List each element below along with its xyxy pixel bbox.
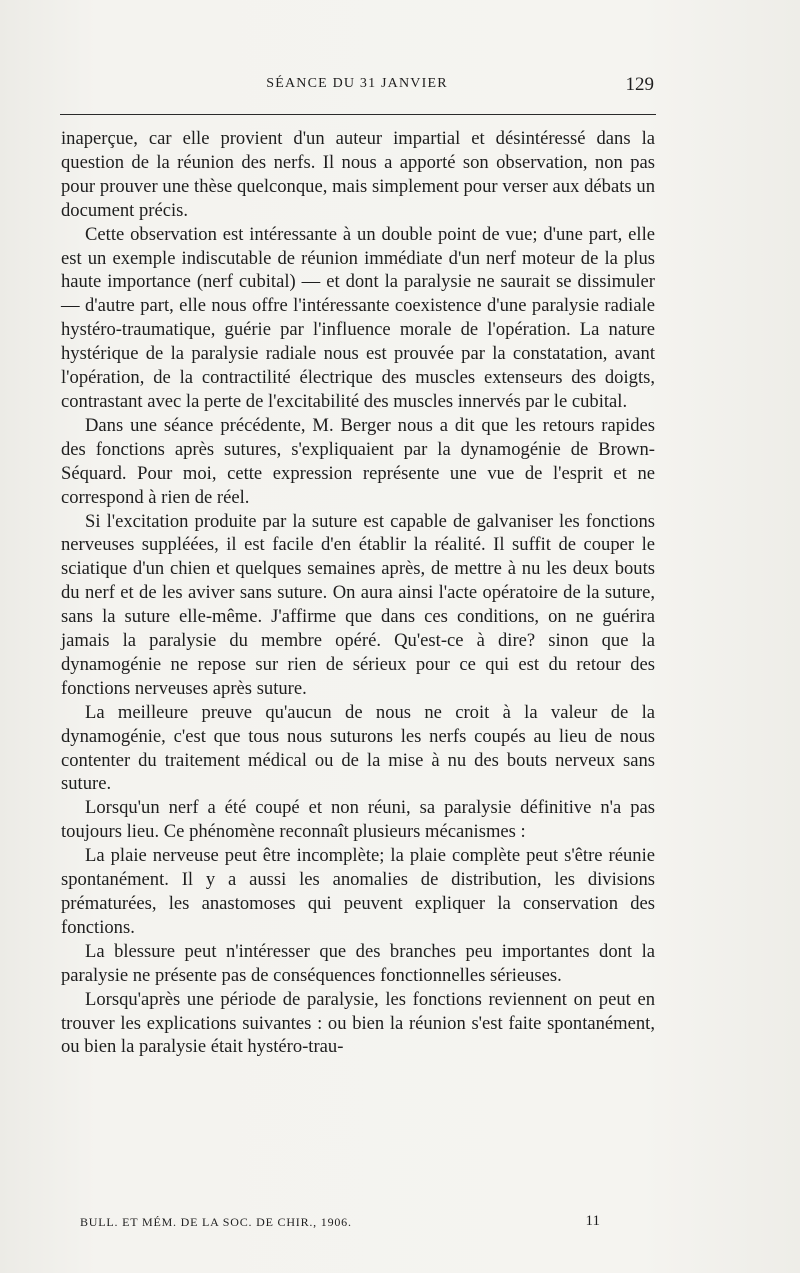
footer xyxy=(80,1213,600,1235)
paragraph: La blessure peut n'intéresser que des branches peu importantes dont la paralysie ne présente pas de conséquences fonctionnelles sérieuses. xyxy=(61,940,655,986)
running-title: SÉANCE DU 31 JANVIER xyxy=(266,76,448,91)
header-rule xyxy=(60,114,656,115)
paragraph: La plaie nerveuse peut être incomplète; la plaie complète peut s'être réunie spontanément. Il y a aussi les anomalies de distribution, les divisions prématurées, les anastomoses qui peuvent expliquer la conservation des fonctions. xyxy=(61,845,655,938)
running-head xyxy=(60,76,654,102)
paragraph: Lorsqu'après une période de paralysie, les fonctions reviennent on peut en trouver les explications suivantes : ou bien la réunion s'est faite spontanément, ou bien la paralysie était hystéro-trau- xyxy=(61,988,655,1058)
paragraph: Lorsqu'un nerf a été coupé et non réuni, sa paralysie définitive n'a pas toujours lieu. Ce phénomène reconnaît plusieurs mécanismes : xyxy=(61,797,655,843)
footer-signature-number: 11 xyxy=(585,1213,600,1229)
paragraph: La meilleure preuve qu'aucun de nous ne croit à la valeur de la dynamogénie, c'est que tous nous suturons les nerfs coupés au lieu de nous contenter du traitement médical ou de la mise à nu des bouts nerveux sans suture. xyxy=(61,701,655,795)
paragraph: inaperçue, car elle provient d'un auteur impartial et désintéressé dans la question de la réunion des nerfs. Il nous a apporté son observation, non pas pour prouver une thèse quelconque, mais simplement pour verser aux débats un document précis. xyxy=(61,128,655,221)
paragraph: Cette observation est intéressante à un double point de vue; d'une part, elle est un exemple indiscutable de réunion immédiate d'un nerf moteur de la plus haute importance (nerf cubital) — et dont la paralysie ne saurait se dissimuler — d'autre part, elle nous offre l'intéressante coexistence d'une paralysie radiale hystéro-traumatique, guérie par l'influence morale de l'opération. La nature hystérique de la paralysie radiale nous est prouvée par la constatation, avant l'opération, de la contractilité électrique des muscles extenseurs des doigts, contrastant avec la perte de l'excitabilité des muscles innervés par le cubital. xyxy=(61,223,655,412)
body-text xyxy=(61,127,655,1059)
footer-citation: BULL. ET MÉM. DE LA SOC. DE CHIR., 1906. xyxy=(80,1215,352,1229)
paragraph: Dans une séance précédente, M. Berger nous a dit que les retours rapides des fonctions après sutures, s'expliquaient par la dynamogénie de Brown-Séquard. Pour moi, cette expression représente une vue de l'esprit et ne correspond à rien de réel. xyxy=(61,414,655,508)
paragraph: Si l'excitation produite par la suture est capable de galvaniser les fonctions nerveuses suppléées, il est facile d'en établir la réalité. Il suffit de couper le sciatique d'un chien et quelques semaines après, de mettre à nu les deux bouts du nerf et de les aviver sans suture. On aura ainsi l'acte opératoire de la suture, sans la suture elle-même. J'affirme que dans ces conditions, on ne guérira jamais la paralysie du membre opéré. Qu'est-ce à dire? sinon que la dynamogénie ne repose sur rien de sérieux pour ce qui est du retour des fonctions nerveuses après suture. xyxy=(61,510,655,699)
page-number: 129 xyxy=(625,74,654,95)
